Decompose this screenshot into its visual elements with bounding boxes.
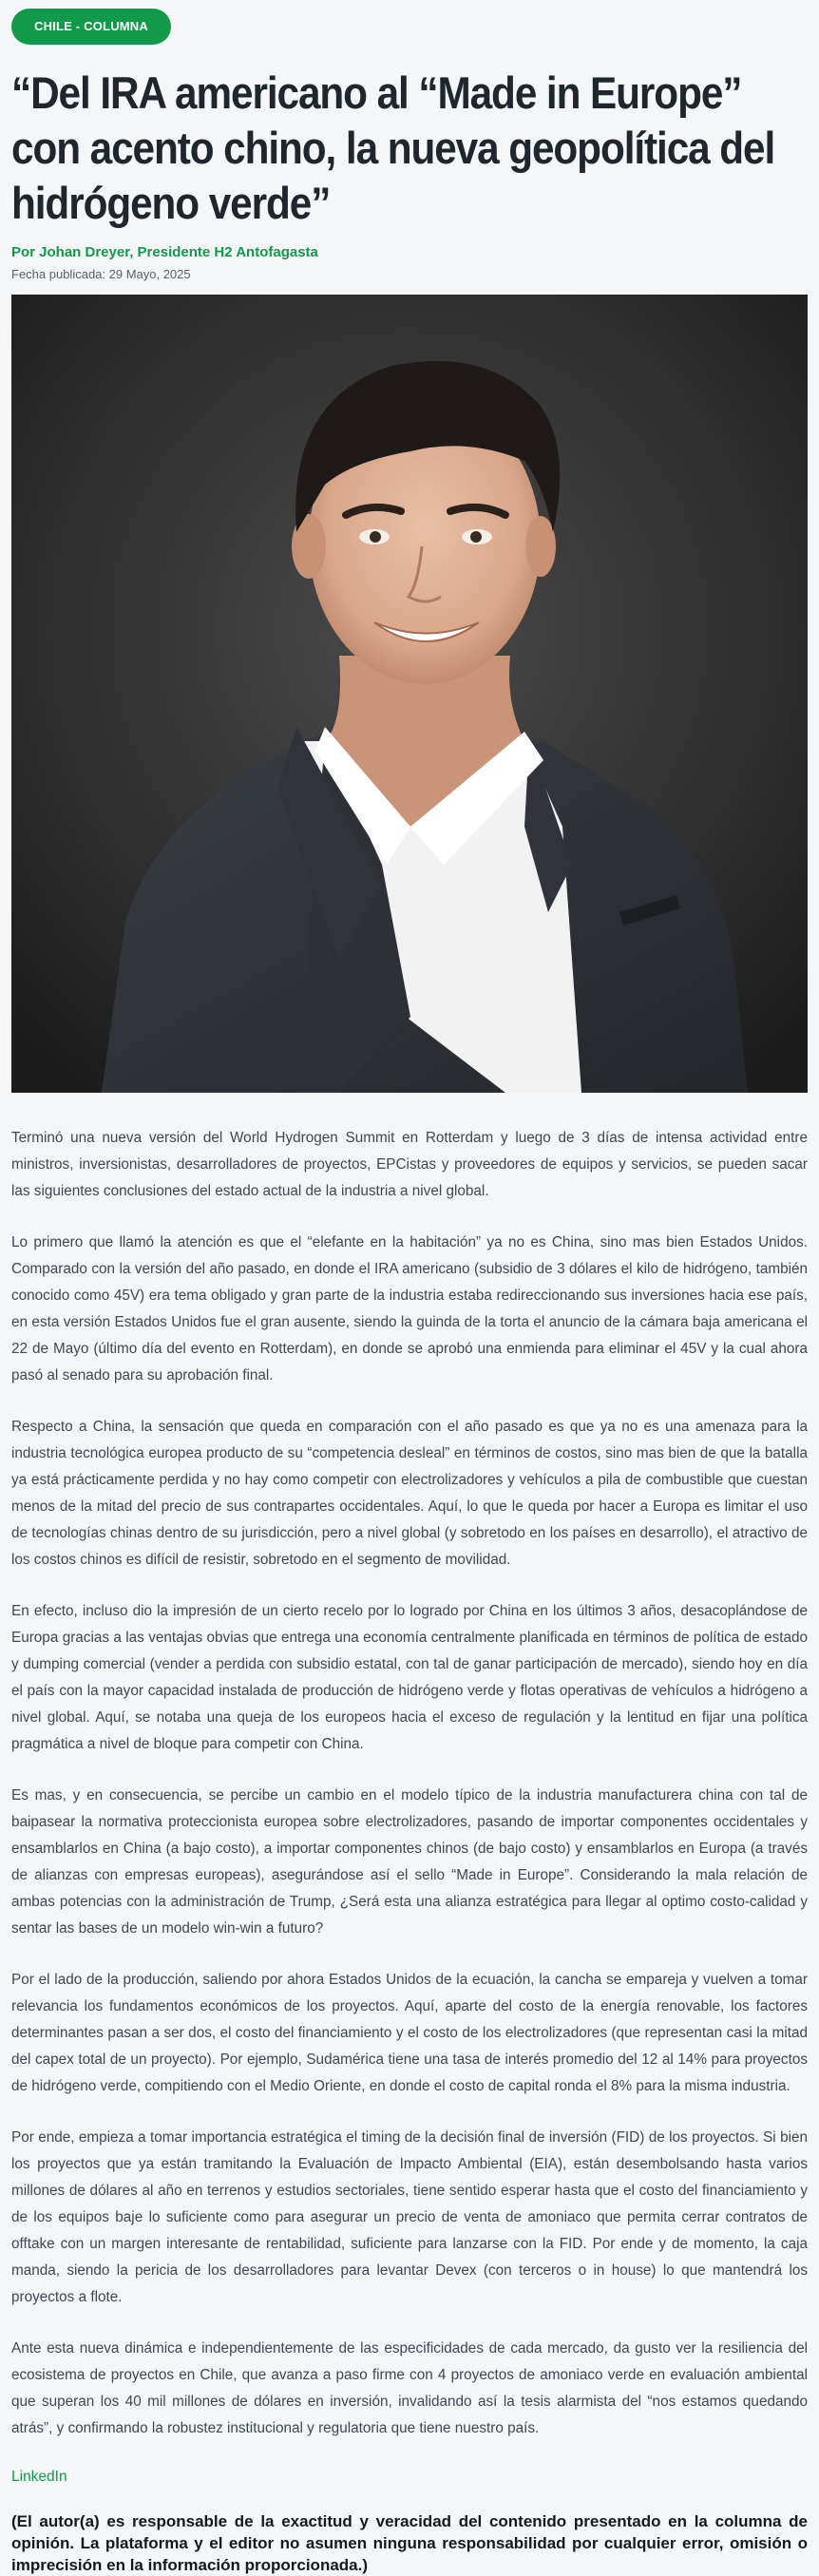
- article-paragraph: Ante esta nueva dinámica e independientemente de las especificidades de cada mercado, da gusto ver la resiliencia del ecosistema de proyectos en Chile, que avanza a paso firme con 4 proyectos de amoniaco verde en evaluación ambiental que superan los 40 mil millones de dólares en inversión, invalidando así la tesis alarmista del “nos estamos quedando atrás”, y confirmando la robustez institucional y regulatoria que tiene nuestro país.: [11, 2340, 808, 2436]
- article-paragraph: Por ende, empieza a tomar importancia estratégica el timing de la decisión final de inversión (FID) de los proyectos. Si bien los proyectos que ya están tramitando la Evaluación de Impacto Ambiental (EIA), están desembolsando hasta varios millones de dólares al año en terrenos y estudios sectoriales, tiene sentido esperar hasta que el costo del financiamiento y de los equipos baje lo suficiente como para asegurar un precio de venta de amoniaco que permita cerrar contratos de offtake con un margen interesante de rentabilidad, suficiente para lanzarse con la FID. Por ende y de momento, la caja manda, siendo la pericia de los desarrolladores para levantar Devex (con terceros o in house) lo que mantendrá los proyectos a flote.: [11, 2129, 808, 2305]
- article-paragraph: Lo primero que llamó la atención es que el “elefante en la habitación” ya no es China, sino mas bien Estados Unidos. Comparado con la versión del año pasado, en donde el IRA americano (subsidio de 3 dólares el kilo de hidrógeno, también conocido como 45V) era tema obligado y gran parte de la industria estaba redireccionando sus inversiones hacia ese país, en esta versión Estados Unidos fue el gran ausente, siendo la guinda de la torta el anuncio de la cámara baja americana el 22 de Mayo (último día del evento en Rotterdam), en donde se aprobó una enmienda para eliminar el 45V y la cual ahora pasó al senado para su aprobación final.: [11, 1234, 808, 1383]
- article-body: [11, 1125, 808, 2442]
- publish-date: Fecha publicada: 29 Mayo, 2025: [11, 267, 191, 281]
- opinion-disclaimer: (El autor(a) es responsable de la exactitud y veracidad del contenido presentado en la columna de opinión. La plataforma y el editor no asumen ninguna responsabilidad por cualquier error, omisión o imprecisión en la información proporcionada.): [11, 2512, 808, 2574]
- article-headline: “Del IRA americano al “Made in Europe” con acento chino, la nueva geopolítica del hidrógeno verde”: [11, 67, 775, 228]
- author-portrait: [11, 295, 808, 1093]
- article-paragraph: Respecto a China, la sensación que queda en comparación con el año pasado es que ya no es una amenaza para la industria tecnológica europea producto de su “competencia desleal” en términos de costos, sino mas bien de que la batalla ya está prácticamente perdida y no hay como competir con electrolizadores y vehículos a pila de combustible que cuestan menos de la mitad del precio de sus contrapartes occidentales. Aquí, lo que le queda por hacer a Europa es limitar el uso de tecnologías chinas dentro de su jurisdicción, pero a nivel global (y sobretodo en los países en desarrollo), el atractivo de los costos chinos es difícil de resistir, sobretodo en el segmento de movilidad.: [11, 1419, 808, 1568]
- article-paragraph: Por el lado de la producción, saliendo por ahora Estados Unidos de la ecuación, la cancha se empareja y vuelven a tomar relevancia los fundamentos económicos de los proyectos. Aquí, aparte del costo de la energía renovable, los factores determinantes pasan a ser dos, el costo del financiamiento y el costo de los electrolizadores (que representan casi la mitad del capex total de un proyecto). Por ejemplo, Sudamérica tiene una tasa de interés promedio del 12 al 14% para proyectos de hidrógeno verde, compitiendo con el Medio Oriente, en donde el costo de capital ronda el 8% para la misma industria.: [11, 1972, 808, 2094]
- category-badge[interactable]: CHILE - COLUMNA: [11, 9, 171, 45]
- linkedin-link[interactable]: LinkedIn: [11, 2469, 67, 2485]
- article-paragraph: En efecto, incluso dio la impresión de un cierto recelo por lo logrado por China en los últimos 3 años, desacoplándose de Europa gracias a las ventajas obvias que entrega una economía centralmente planificada en términos de política de estado y dumping comercial (vender a perdida con subsidio estatal, con tal de ganar participación de mercado), siendo hoy en día el país con la mayor capacidad instalada de producción de hidrógeno verde y flotas operativas de vehículos a hidrógeno a nivel global. Aquí, se notaba una queja de los europeos hacia el exceso de regulación y la lentitud en fijar una política pragmática a nivel de bloque para competir con China.: [11, 1603, 808, 1752]
- article-paragraph: Es mas, y en consecuencia, se percibe un cambio en el modelo típico de la industria manufacturera china con tal de baipasear la normativa proteccionista europea sobre electrolizadores, pasando de importar componentes occidentales y ensamblarlos en China (a bajo costo), a importar componentes chinos (de bajo costo) y ensamblarlos en Europa (a través de alianzas con empresas europeas), asegurándose así el sello “Made in Europe”. Considerando la mala relación de ambas potencias con la administración de Trump, ¿Será esta una alianza estratégica para llegar al optimo costo-calidad y sentar las bases de un modelo win-win a futuro?: [11, 1787, 808, 1937]
- article-paragraph: Terminó una nueva versión del World Hydrogen Summit en Rotterdam y luego de 3 días de intensa actividad entre ministros, inversionistas, desarrolladores de proyectos, EPCistas y proveedores de equipos y servicios, se pueden sacar las siguientes conclusiones del estado actual de la industria a nivel global.: [11, 1130, 808, 1199]
- author-portrait-illustration: [11, 295, 808, 1093]
- author-byline[interactable]: Por Johan Dreyer, Presidente H2 Antofagasta: [11, 244, 318, 260]
